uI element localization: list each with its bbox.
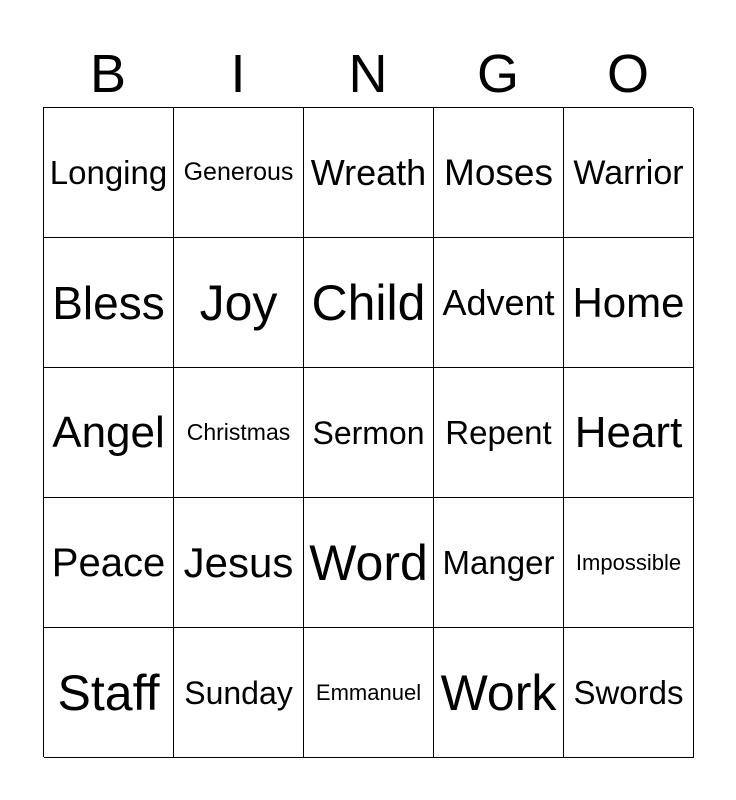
bingo-cell[interactable]: Swords [564,628,694,758]
bingo-cell[interactable]: Peace [44,498,174,628]
header-letter-o: O [606,44,649,104]
bingo-cell[interactable]: Christmas [174,368,304,498]
header-letter-i: I [230,44,246,104]
bingo-cell[interactable]: Joy [174,238,304,368]
bingo-cell[interactable]: Advent [434,238,564,368]
bingo-cell[interactable]: Angel [44,368,174,498]
bingo-cell[interactable]: Sermon [304,368,434,498]
bingo-cell[interactable]: Generous [174,108,304,238]
bingo-cell[interactable]: Longing [44,108,174,238]
bingo-cell[interactable]: Repent [434,368,564,498]
header-letter-b: B [89,44,127,104]
bingo-cell[interactable]: Bless [44,238,174,368]
bingo-cell[interactable]: Word [304,498,434,628]
bingo-cell[interactable]: Impossible [564,498,694,628]
bingo-cell[interactable]: Moses [434,108,564,238]
bingo-cell[interactable]: Jesus [174,498,304,628]
bingo-grid [43,107,693,757]
bingo-cell[interactable]: Work [434,628,564,758]
bingo-cell[interactable]: Wreath [304,108,434,238]
bingo-cell[interactable]: Manger [434,498,564,628]
bingo-header [43,40,693,108]
bingo-cell[interactable]: Home [564,238,694,368]
bingo-cell[interactable]: Emmanuel [304,628,434,758]
header-letter-g: G [476,44,519,104]
bingo-cell[interactable]: Sunday [174,628,304,758]
bingo-cell[interactable]: Heart [564,368,694,498]
bingo-cell[interactable]: Warrior [564,108,694,238]
bingo-cell[interactable]: Staff [44,628,174,758]
bingo-cell[interactable]: Child [304,238,434,368]
header-letter-n: N [348,44,388,104]
